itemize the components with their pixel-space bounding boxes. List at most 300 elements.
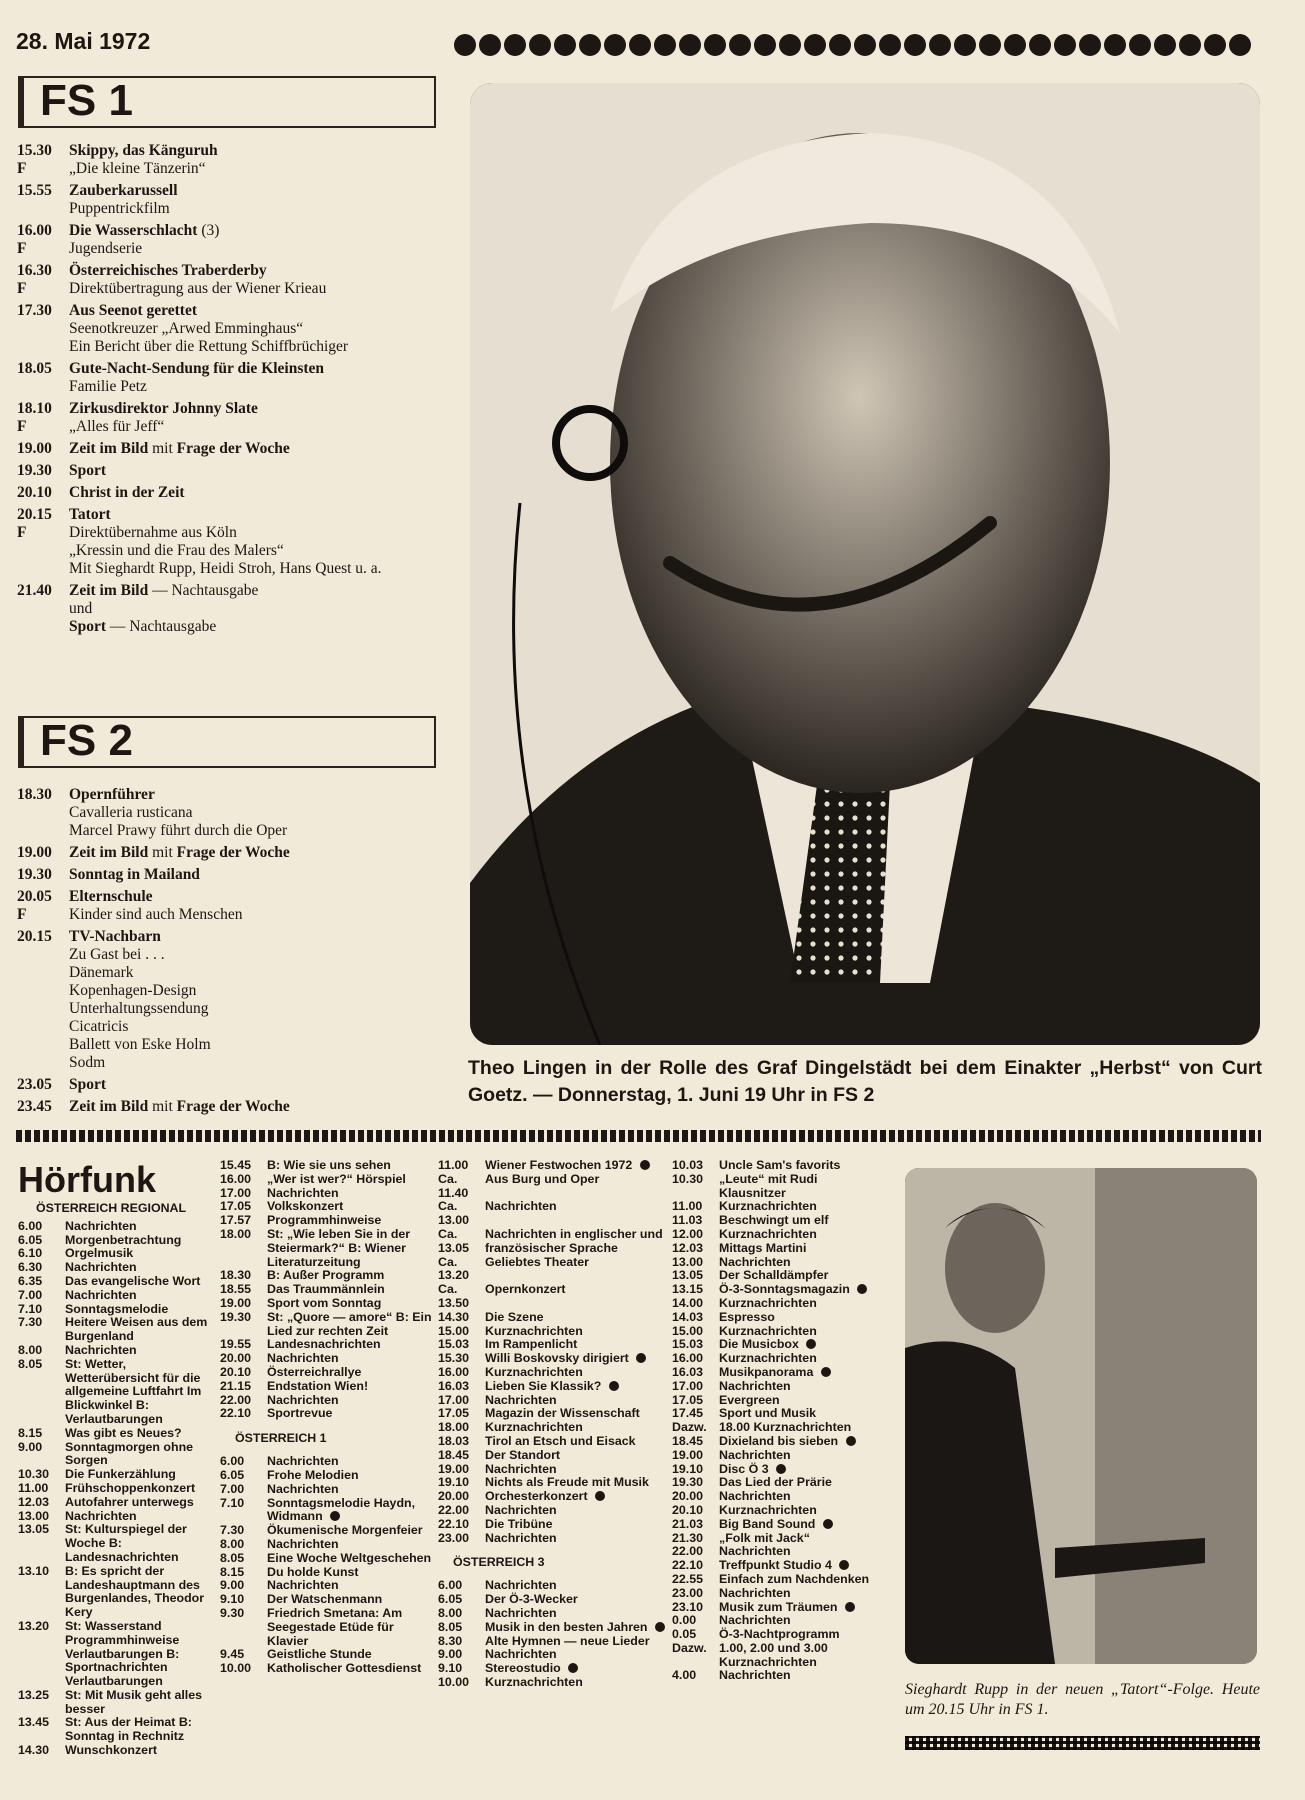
radio-title: Nachrichten: [267, 1578, 339, 1593]
stereo-dot-icon: [636, 1353, 646, 1363]
radio-time: 8.05: [220, 1550, 245, 1565]
radio-time: Ca. 13.00: [438, 1199, 470, 1228]
programme-row: [17, 484, 442, 502]
radio-title: Nachrichten: [485, 1199, 557, 1214]
radio-time: 22.10: [438, 1516, 470, 1531]
radio-row: [438, 1352, 668, 1366]
radio-time: 6.35: [18, 1273, 43, 1288]
radio-time: 9.30: [220, 1605, 245, 1620]
radio-title: Das evangelische Wort: [65, 1273, 201, 1288]
radio-row: [220, 1283, 432, 1297]
radio-title: St: Kulturspiegel der Woche B: Landesnachrichten: [65, 1522, 187, 1564]
radio-title: Nachrichten: [485, 1530, 557, 1545]
radio-title: Der Watschenmann: [267, 1592, 383, 1607]
radio-time: 17.00: [672, 1378, 704, 1393]
dot: [979, 34, 1001, 56]
radio-time: Ca. 13.05: [438, 1226, 470, 1255]
radio-title: Nichts als Freude mit Musik: [485, 1475, 649, 1490]
radio-title: B: Außer Programm: [267, 1268, 385, 1283]
radio-title: Im Rampenlicht: [485, 1337, 578, 1352]
radio-row: [438, 1463, 668, 1477]
radio-title: Nachrichten: [267, 1351, 339, 1366]
radio-row: [438, 1200, 668, 1228]
radio-row: [672, 1242, 882, 1256]
programme-time: 21.40: [17, 582, 52, 599]
radio-title: Der Schalldämpfer: [719, 1268, 829, 1283]
programme-title: Zauberkarussell Puppentrickfilm: [69, 182, 178, 217]
radio-time: 19.55: [220, 1337, 252, 1352]
radio-row: [672, 1228, 882, 1242]
radio-time: Ca. 11.40: [438, 1171, 469, 1200]
radio-title: Big Band Sound: [719, 1518, 882, 1532]
radio-title: Sonntagsmelodie Haydn, Widmann: [267, 1495, 416, 1524]
radio-row: [438, 1648, 668, 1662]
regional-title: ÖSTERREICH REGIONAL: [36, 1201, 187, 1215]
radio-row: [672, 1642, 882, 1670]
programme-row: [17, 888, 442, 924]
programme-row: [17, 1098, 442, 1116]
radio-title: Sportrevue: [267, 1406, 333, 1421]
radio-time: 16.00: [438, 1364, 470, 1379]
dot: [729, 34, 751, 56]
radio-time: 9.00: [438, 1647, 463, 1662]
dot: [654, 34, 676, 56]
dot: [1204, 34, 1226, 56]
radio-row: [438, 1283, 668, 1311]
radio-time: 18.45: [438, 1447, 470, 1462]
radio-title: Alte Hymnen — neue Lieder: [485, 1633, 650, 1648]
radio-row: [672, 1283, 882, 1297]
radio-time: 9.00: [18, 1439, 43, 1454]
radio-time: 12.00: [672, 1226, 704, 1241]
radio-row: [438, 1676, 668, 1690]
programme-title: Aus Seenot gerettet Seenotkreuzer „Arwed Emminghaus“ Ein Bericht über die Rettung Schiffbrüchiger: [69, 302, 349, 355]
radio-title: Kurznachrichten: [719, 1502, 817, 1517]
issue-date: 28. Mai 1972: [16, 28, 151, 54]
radio-row: [672, 1311, 882, 1325]
radio-title: Österreichrallye: [267, 1364, 362, 1379]
radio-time: 9.45: [220, 1647, 245, 1662]
radio-row: [672, 1200, 882, 1214]
radio-row: [438, 1435, 668, 1449]
radio-time: Ca. 13.20: [438, 1254, 470, 1283]
radio-row: [220, 1187, 432, 1201]
radio-time: 19.00: [672, 1447, 704, 1462]
radio-title: Wunschkonzert: [65, 1743, 158, 1758]
section-separator: [16, 1130, 1261, 1142]
dot: [529, 34, 551, 56]
radio-time: 4.00: [672, 1668, 697, 1683]
programme-title: Zirkusdirektor Johnny Slate „Alles für Jeff“: [69, 400, 258, 435]
programme-title: Sonntag in Mailand: [69, 866, 200, 883]
radio-row: [672, 1628, 882, 1642]
radio-title: Geliebtes Theater: [485, 1254, 589, 1269]
oe3-title: ÖSTERREICH 3: [453, 1555, 545, 1570]
small-photo: [905, 1168, 1257, 1664]
radio-time: 22.00: [220, 1392, 252, 1407]
radio-title: Ö-3-Sonntagsmagazin: [719, 1283, 882, 1297]
radio-row: [18, 1523, 218, 1564]
radio-time: 11.00: [438, 1158, 469, 1172]
radio-row: [220, 1593, 432, 1607]
radio-time: Dazw.: [672, 1420, 707, 1435]
radio-time: 18.00: [438, 1420, 470, 1435]
radio-row: [18, 1358, 218, 1427]
radio-title: Nachrichten: [65, 1218, 137, 1233]
radio-time: 16.03: [672, 1364, 704, 1379]
main-photo: [470, 83, 1260, 1045]
stereo-dot-icon: [640, 1160, 650, 1170]
programme-time: 20.15: [17, 928, 52, 945]
radio-row: [220, 1214, 432, 1228]
radio-title: Nachrichten: [65, 1260, 137, 1275]
programme-title: Opernführer Cavalleria rusticana Marcel Prawy führt durch die Oper: [69, 786, 288, 839]
radio-time: 23.00: [672, 1585, 704, 1600]
programme-row: [17, 222, 442, 258]
radio-row: [18, 1427, 218, 1441]
radio-title: Die Tribüne: [485, 1516, 553, 1531]
radio-time: 13.20: [18, 1618, 50, 1633]
radio-row: [438, 1421, 668, 1435]
radio-row: [18, 1441, 218, 1469]
radio-time: 18.55: [220, 1282, 252, 1297]
radio-row: [18, 1565, 218, 1620]
programme-row: [17, 462, 442, 480]
radio-title: Orchesterkonzert: [485, 1490, 668, 1504]
radio-title: „Folk mit Jack“: [719, 1530, 810, 1545]
stereo-dot-icon: [823, 1519, 833, 1529]
programme-row: [17, 786, 442, 840]
stereo-dot-icon: [846, 1436, 856, 1446]
radio-time: 6.05: [220, 1467, 245, 1482]
radio-row: [18, 1496, 218, 1510]
radio-title: Frohe Melodien: [267, 1467, 359, 1482]
radio-title: Treffpunkt Studio 4: [719, 1559, 882, 1573]
dot: [854, 34, 876, 56]
radio-time: 8.15: [18, 1425, 43, 1440]
radio-time: 13.45: [18, 1715, 50, 1730]
radio-row: [18, 1744, 218, 1758]
stereo-dot-icon: [330, 1511, 340, 1521]
radio-time: 7.00: [18, 1287, 43, 1302]
stereo-dot-icon: [806, 1339, 816, 1349]
radio-row: [438, 1366, 668, 1380]
radio-title: Das Traummännlein: [267, 1282, 385, 1297]
radio-row: [220, 1366, 432, 1380]
radio-time: 6.00: [220, 1454, 245, 1469]
radio-time: 9.10: [438, 1661, 463, 1676]
radio-title: Du holde Kunst: [267, 1564, 359, 1579]
radio-time: 14.03: [672, 1309, 704, 1324]
programme-title: Die Wasserschlacht (3) Jugendserie: [69, 222, 220, 257]
radio-title: Nachrichten: [485, 1647, 557, 1662]
radio-time: 7.30: [18, 1315, 43, 1330]
radio-title: St: Wetter, Wetterübersicht für die allgemeine Luftfahrt Im Blickwinkel B: Verlautbarungen: [65, 1356, 202, 1426]
radio-title: B: Es spricht der Landeshauptmann des Burgenlandes, Theodor Kery: [65, 1563, 205, 1620]
programme-title: Elternschule Kinder sind auch Menschen: [69, 888, 243, 923]
radio-title: Der Standort: [485, 1447, 561, 1462]
radio-title: Opernkonzert: [485, 1282, 566, 1297]
radio-time: 23.10: [672, 1599, 704, 1614]
radio-row: [672, 1366, 882, 1380]
radio-title: St: „Wie leben Sie in der Steiermark?“ B: Wiener Literaturzeitung: [267, 1226, 411, 1269]
radio-time: 9.00: [220, 1578, 245, 1593]
radio-row: [220, 1469, 432, 1483]
programme-row: [17, 928, 442, 1072]
radio-title: Nachrichten: [267, 1185, 339, 1200]
dot: [1054, 34, 1076, 56]
radio-row: [220, 1524, 432, 1538]
dot: [1129, 34, 1151, 56]
radio-title: Tirol an Etsch und Eisack: [485, 1433, 636, 1448]
radio-time: 7.10: [18, 1301, 43, 1316]
stereo-dot-icon: [821, 1367, 831, 1377]
programme-time: 20.10: [17, 484, 52, 501]
radio-title: Sport und Musik: [719, 1406, 817, 1421]
radio-time: 20.00: [438, 1489, 470, 1504]
radio-title: Nachrichten: [267, 1392, 339, 1407]
programme-title: Christ in der Zeit: [69, 484, 185, 501]
radio-title: Nachrichten: [719, 1585, 791, 1600]
radio-title: Programmhinweise: [267, 1213, 382, 1228]
radio-row: [220, 1483, 432, 1497]
radio-title: „Leute“ mit Rudi Klausnitzer: [719, 1171, 818, 1200]
oe1-title: ÖSTERREICH 1: [235, 1431, 327, 1446]
radio-time: 6.00: [18, 1218, 43, 1233]
radio-title: Orgelmusik: [65, 1246, 134, 1261]
radio-row: [672, 1297, 882, 1311]
radio-title: Friedrich Smetana: Am Seegestade Etüde für Klavier: [267, 1605, 403, 1648]
radio-time: 7.30: [220, 1523, 245, 1538]
programme-time: 23.45: [17, 1098, 52, 1115]
radio-row: [438, 1449, 668, 1463]
radio-row: [438, 1311, 668, 1325]
portrait-image: [470, 83, 1260, 1045]
radio-row: [220, 1538, 432, 1552]
dot: [504, 34, 526, 56]
radio-row: [18, 1620, 218, 1689]
radio-time: 14.30: [18, 1743, 50, 1758]
dot: [1004, 34, 1026, 56]
radio-row: [672, 1573, 882, 1587]
radio-time: 10.00: [438, 1674, 470, 1689]
programme-time: 15.55: [17, 182, 52, 199]
dot: [454, 34, 476, 56]
radio-title: Disc Ö 3: [719, 1463, 882, 1477]
radio-title: Geistliche Stunde: [267, 1647, 372, 1662]
radio-title: Nachrichten: [267, 1481, 339, 1496]
stereo-dot-icon: [845, 1602, 855, 1612]
radio-row: [438, 1518, 668, 1532]
radio-time: 11.00: [18, 1480, 49, 1495]
radio-time: 22.10: [220, 1406, 252, 1421]
radio-time: 15.45: [220, 1158, 252, 1172]
radio-time: 12.03: [672, 1240, 704, 1255]
radio-row: [18, 1468, 218, 1482]
dot: [554, 34, 576, 56]
radio-time: 10.00: [220, 1661, 252, 1676]
radio-row: [672, 1545, 882, 1559]
radio-title: 1.00, 2.00 und 3.00 Kurznachrichten: [719, 1640, 828, 1669]
radio-title: St: „Quore — amore“ B: Ein Lied zur rechten Zeit: [267, 1309, 432, 1338]
dot: [779, 34, 801, 56]
programme-title: Zeit im Bild mit Frage der Woche: [69, 440, 290, 457]
radio-row: [220, 1552, 432, 1566]
radio-title: Kurznachrichten: [719, 1323, 817, 1338]
dot: [804, 34, 826, 56]
programme-title: Zeit im Bild — Nachtausgabe und Sport — Nachtausgabe: [69, 582, 259, 635]
radio-time: 12.03: [18, 1494, 50, 1509]
radio-row: [672, 1421, 882, 1435]
programme-title: Zeit im Bild mit Frage der Woche: [69, 844, 290, 861]
radio-row: [220, 1173, 432, 1187]
radio-time: 21.30: [672, 1530, 704, 1545]
radio-row: [438, 1532, 668, 1546]
radio-title: Katholischer Gottesdienst: [267, 1661, 422, 1676]
radio-title: Landesnachrichten: [267, 1337, 381, 1352]
dot: [904, 34, 926, 56]
radio-row: [672, 1559, 882, 1573]
programme-title: Sport: [69, 1076, 107, 1093]
radio-row: [18, 1289, 218, 1303]
radio-title: Eine Woche Weltgeschehen: [267, 1550, 432, 1565]
radio-row: [672, 1518, 882, 1532]
radio-title: Nachrichten: [719, 1378, 791, 1393]
radio-time: 8.00: [220, 1536, 245, 1551]
radio-row: [672, 1173, 882, 1201]
programme-time: 16.30 F: [17, 262, 52, 297]
radio-title: Sonntagmorgen ohne Sorgen: [65, 1439, 194, 1468]
radio-row: [672, 1394, 882, 1408]
radio-title: Nachrichten: [719, 1447, 791, 1462]
radio-time: 18.03: [438, 1433, 470, 1448]
radio-time: 8.00: [18, 1342, 43, 1357]
radio-time: 19.00: [220, 1295, 252, 1310]
radio-row: [220, 1407, 432, 1421]
radio-row: [18, 1344, 218, 1358]
radio-row: [18, 1510, 218, 1524]
radio-time: 16.00: [220, 1171, 252, 1186]
radio-time: 17.05: [672, 1392, 704, 1407]
dot: [1029, 34, 1051, 56]
radio-title: St: Wasserstand Programmhinweise Verlautbarungen B: Sportnachrichten Verlautbarungen: [65, 1618, 180, 1689]
radio-time: 23.00: [438, 1530, 470, 1545]
radio-time: 13.25: [18, 1687, 50, 1702]
radio-time: 6.10: [18, 1246, 43, 1261]
radio-row: [672, 1476, 882, 1490]
radio-title: Nachrichten: [485, 1392, 557, 1407]
radio-row: [438, 1256, 668, 1284]
radio-row: [672, 1159, 882, 1173]
radio-title: B: Wie sie uns sehen: [267, 1158, 391, 1172]
radio-time: 14.00: [672, 1295, 704, 1310]
radio-time: 11.00: [672, 1199, 703, 1214]
fs2-programme: [17, 786, 442, 1120]
radio-title: Nachrichten: [267, 1536, 339, 1551]
programme-row: [17, 182, 442, 218]
radio-row: [672, 1463, 882, 1477]
radio-title: Nachrichten: [485, 1605, 557, 1620]
radio-time: 13.00: [18, 1508, 50, 1523]
programme-row: [17, 302, 442, 356]
radio-title: „Wer ist wer?“ Hörspiel: [267, 1171, 406, 1186]
radio-time: 15.00: [672, 1323, 704, 1338]
radio-title: St: Mit Musik geht alles besser: [65, 1687, 203, 1716]
radio-row: [672, 1669, 882, 1683]
radio-row: [438, 1407, 668, 1421]
radio-row: [438, 1338, 668, 1352]
dot: [679, 34, 701, 56]
radio-title: Evergreen: [719, 1392, 780, 1407]
radio-title: Endstation Wien!: [267, 1378, 369, 1393]
stereo-dot-icon: [568, 1663, 578, 1673]
radio-row: [18, 1261, 218, 1275]
bottom-separator: [905, 1736, 1260, 1750]
radio-time: 6.30: [18, 1260, 43, 1275]
dot: [829, 34, 851, 56]
radio-time: 15.00: [438, 1323, 470, 1338]
radio-time: 17.05: [438, 1406, 470, 1421]
radio-row: [672, 1435, 882, 1449]
programme-time: 19.00: [17, 844, 52, 861]
programme-title: TV-Nachbarn Zu Gast bei . . . Dänemark Kopenhagen-Design Unterhaltungssendung Cicatricis Ballett von Eske Holm Sodm: [69, 928, 211, 1071]
radio-time: 21.03: [672, 1516, 704, 1531]
radio-row: [438, 1635, 668, 1649]
radio-row: [220, 1455, 432, 1469]
decorative-dot-row: [454, 34, 1260, 58]
radio-row: [438, 1476, 668, 1490]
programme-row: [17, 262, 442, 298]
radio-title: Kurznachrichten: [719, 1351, 817, 1366]
programme-row: [17, 440, 442, 458]
radio-time: 8.30: [438, 1633, 463, 1648]
radio-row: [18, 1689, 218, 1717]
radio-title: Musik in den besten Jahren: [485, 1621, 668, 1635]
radio-title: Ökumenische Morgenfeier: [267, 1523, 423, 1538]
radio-title: Der Ö-3-Wecker: [485, 1592, 578, 1607]
radio-title: Kurznachrichten: [485, 1674, 583, 1689]
radio-time: 13.10: [18, 1563, 50, 1578]
programme-row: [17, 866, 442, 884]
radio-row: [438, 1173, 668, 1201]
radio-title: Sonntagsmelodie: [65, 1301, 169, 1316]
programme-title: Zeit im Bild mit Frage der Woche: [69, 1098, 290, 1115]
radio-time: 17.00: [438, 1392, 470, 1407]
stereo-dot-icon: [595, 1491, 605, 1501]
radio-title: Nachrichten: [719, 1544, 791, 1559]
radio-title: Nachrichten: [719, 1489, 791, 1504]
radio-time: 0.05: [672, 1627, 697, 1642]
radio-title: Nachrichten: [719, 1668, 791, 1683]
radio-title: Autofahrer unterwegs: [65, 1494, 194, 1509]
programme-title: Tatort Direktübernahme aus Köln „Kressin und die Frau des Malers“ Mit Sieghardt Rupp, Heidi Stroh, Hans Quest u. a.: [69, 506, 382, 577]
radio-row: [18, 1303, 218, 1317]
radio-time: 13.05: [18, 1522, 50, 1537]
radio-time: 20.00: [220, 1351, 252, 1366]
radio-time: 20.10: [220, 1364, 252, 1379]
radio-time: 7.10: [220, 1495, 245, 1510]
radio-time: 22.55: [672, 1571, 704, 1586]
radio-title: Mittags Martini: [719, 1240, 807, 1255]
radio-time: 16.00: [672, 1351, 704, 1366]
radio-row: [220, 1607, 432, 1648]
radio-time: 17.57: [220, 1213, 252, 1228]
radio-row: [438, 1380, 668, 1394]
radio-time: 8.00: [438, 1605, 463, 1620]
dot: [754, 34, 776, 56]
radio-title: Volkskonzert: [267, 1199, 344, 1214]
radio-time: 18.45: [672, 1433, 704, 1448]
